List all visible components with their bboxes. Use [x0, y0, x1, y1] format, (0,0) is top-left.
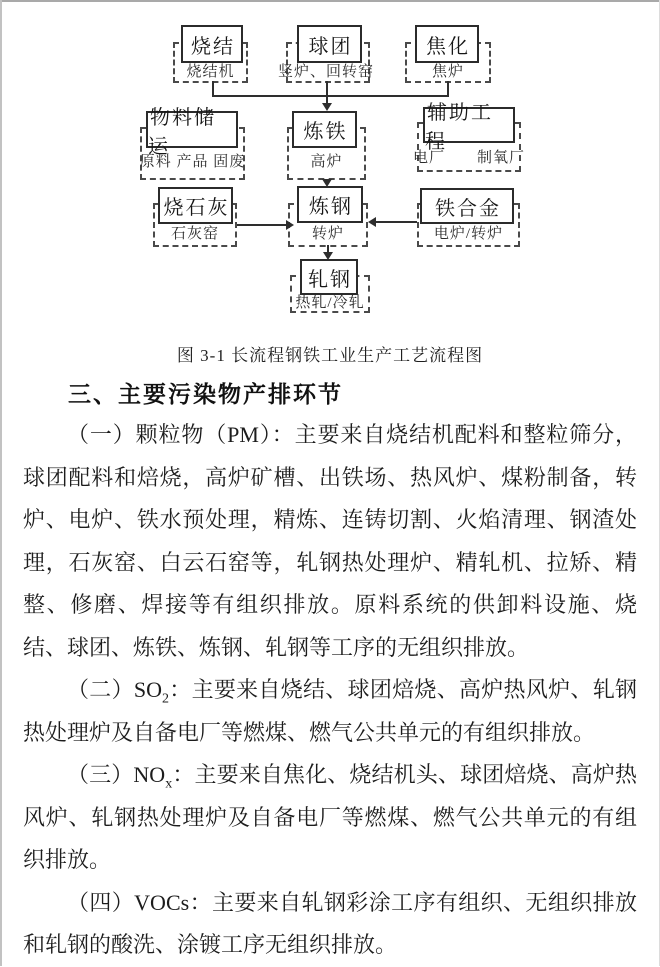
- coking-node: [415, 25, 479, 63]
- material-title: 物料储运: [148, 106, 216, 158]
- paragraph-pm: [23, 414, 637, 669]
- arrow-down-to-steelmaking-icon: [322, 179, 332, 187]
- arrow-right-to-steelmaking-icon: [286, 220, 294, 230]
- connector-ferroalloy-to-steelmaking: [376, 221, 417, 223]
- auxiliary-equipment-label: 电厂 制氧厂: [413, 149, 526, 166]
- paragraph-so2-colon: ：: [168, 677, 192, 702]
- paragraph-so2: [23, 669, 637, 754]
- paragraph-vocs-text: 主要来自轧钢彩涂工序有组织、无组织排放和轧钢的酸洗、涂镀工序无组织排放。: [23, 889, 637, 957]
- figure-caption: 图 3-1 长流程钢铁工业生产工艺流程图: [176, 346, 484, 365]
- ironmaking-title: 炼铁: [303, 121, 348, 143]
- pellet-equipment-label: 竖炉、回转窑: [278, 63, 375, 80]
- so2-subscript: 2: [161, 691, 169, 707]
- connector-to-ironmaking: [326, 81, 328, 104]
- material-node: [146, 106, 238, 158]
- page-edge-left: [0, 0, 2, 966]
- rolling-equipment-label: 热轧/冷轧: [295, 294, 365, 311]
- pellet-title: 球团: [308, 35, 353, 58]
- paragraph-nox-text: 主要来自焦化、烧结机头、球团焙烧、高炉热风炉、轧钢热处理炉及自备电厂等燃煤、燃气公共单元的有组织排放。: [23, 762, 637, 872]
- paragraph-so2-text: 主要来自烧结、球团焙烧、高炉热风炉、轧钢热处理炉及自备电厂等燃煤、燃气公共单元的有组织排放。: [23, 677, 637, 745]
- ironmaking-node: [292, 111, 357, 148]
- connector-top-row-bus: [212, 95, 449, 97]
- pellet-node: [297, 25, 362, 63]
- steelmaking-title: 炼钢: [309, 196, 353, 218]
- auxiliary-title: 辅助工程: [425, 102, 493, 153]
- material-equipment-label: 原料 产品 固废: [139, 153, 246, 170]
- steelmaking-equipment-label: 转炉: [311, 226, 344, 242]
- lime-node: [158, 187, 233, 224]
- arrow-down-to-rolling-icon: [323, 252, 333, 260]
- paragraph-nox-colon: ：: [172, 762, 195, 787]
- auxiliary-node: [423, 102, 515, 153]
- lime-title: 烧石灰: [163, 197, 230, 219]
- coking-equipment-label: 焦炉: [431, 63, 464, 80]
- coking-title: 焦化: [426, 35, 470, 58]
- ironmaking-equipment-label: 高炉: [310, 153, 343, 170]
- sintering-title: 烧结: [191, 35, 235, 58]
- steelmaking-node: [297, 186, 363, 223]
- paragraph-vocs-head: （四）VOCs：: [67, 889, 212, 915]
- page-edge-top: [0, 0, 660, 2]
- paragraph-pm-head: （一）颗粒物（PM）：: [67, 422, 295, 447]
- section-body: [23, 414, 637, 967]
- connector-lime-to-steelmaking: [237, 224, 287, 226]
- arrow-down-to-ironmaking-icon: [322, 103, 332, 111]
- sintering-node: [181, 25, 243, 63]
- process-flow-diagram: [0, 0, 660, 335]
- sintering-equipment-label: 烧结机: [186, 63, 235, 80]
- lime-equipment-label: 石灰窑: [170, 226, 219, 242]
- paragraph-so2-head: （二）SO: [67, 677, 162, 702]
- rolling-node: [300, 259, 358, 295]
- paragraph-vocs: [23, 882, 637, 967]
- rolling-title: 轧钢: [308, 268, 352, 291]
- paragraph-pm-text: 主要来自烧结机配料和整粒筛分，球团配料和焙烧，高炉矿槽、出铁场、热风炉、煤粉制备，转炉、电炉、铁水预处理，精炼、连铸切割、火焰清理、钢渣处理，石灰窑、白云石窑等，轧钢热处理炉、精轧机、拉矫、精整、修磨、焊接等有组织排放。原料系统的供卸料设施、烧结、球团、炼铁、炼钢、轧钢等工序的无组织排放。: [23, 422, 637, 660]
- ferroalloy-equipment-label: 电炉/转炉: [433, 226, 504, 242]
- ferroalloy-title: 铁合金: [435, 197, 501, 220]
- section-heading: 三、主要污染物产排环节: [68, 381, 343, 407]
- paragraph-nox-head: （三）NO: [67, 762, 166, 787]
- paragraph-nox: [23, 754, 637, 882]
- ferroalloy-node: [420, 188, 514, 224]
- arrow-left-to-steelmaking-icon: [368, 217, 376, 227]
- nox-subscript: x: [165, 776, 173, 792]
